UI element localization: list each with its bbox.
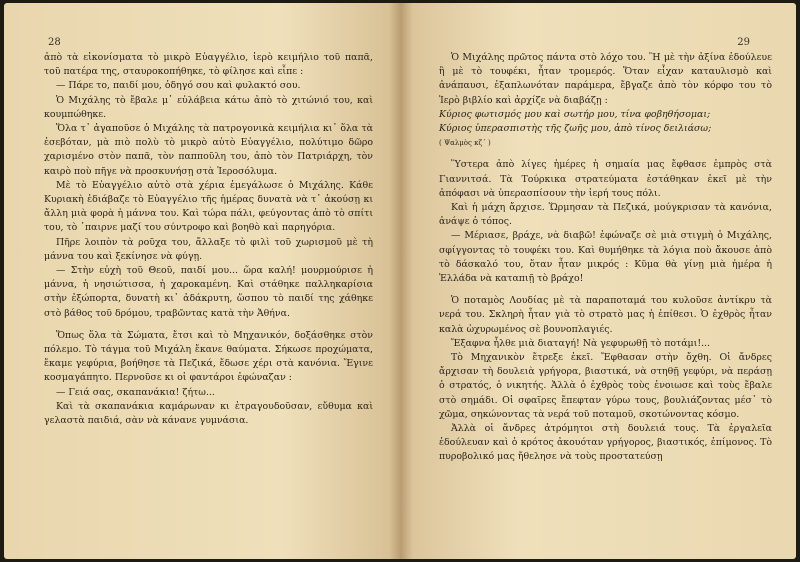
paragraph: Τὸ Μηχανικὸν ἔτρεξε ἐκεῖ. Ἔφθασαν στὴν ὄχθη. Οἱ ἄνδρες ἄρχισαν τὴ δουλειὰ γρήγορα, βιαστικά, νὰ στηθῇ γεφύρι, νὰ περάσῃ ὁ στρατός, ὁ νικητής. Ἀλλὰ ὁ ἐχθρὸς τοὺς ἐνοιωσε καὶ τοὺς ἔβαλε στὸ σημάδι. Οἱ σφαῖρες ἔπεφταν γύρω τους, βουλιάζοντας μέσ᾽ τὸ χῶμα, σηκώνοντας τὰ νερά τοῦ ποταμοῦ, σκοτώνοντας κόσμο. [439,352,772,420]
book-spread [4,3,796,559]
paragraph: — Πάρε το, παιδί μου, ὁδηγό σου καὶ φυλακτό σου. [56,80,301,92]
page-number: 29 [737,37,750,48]
paragraph: Ὅλα τ᾽ ἀγαποῦσε ὁ Μιχάλης τὰ πατρογονικὰ κειμήλια κι᾽ ὅλα τὰ ἐσεβόταν, μὰ πιὸ πολὺ τὸ μικρὸ αὐτὸ Εὐαγγέλιο, πολύτιμο δῶρο χαρισμένο στὸν παπᾶ, τὸν παπποῦλη του, ἀπὸ τὸν Πατριάρχη, τὸν καιρὸ ποὺ πῆγε νὰ προσκυνήσῃ στὰ Ἱεροσόλυμα. [44,123,373,177]
paragraph: Πῆρε λοιπὸν τὰ ροῦχα του, ἄλλαξε τὸ φιλὶ τοῦ χωρισμοῦ μὲ τὴ μάννα του καὶ ξεκίνησε νὰ φύγῃ. [44,236,373,262]
page-body [439,51,772,465]
paragraph: — Στὴν εὐχὴ τοῦ Θεοῦ, παιδί μου... ὥρα καλή! μουρμούρισε ἡ μάννα, ἡ νησιώτισσα, ἡ χαροκαμένη. Καὶ στάθηκε παλληκαρίσια στὴν ἐξώπορτα, δυνατὴ κι᾽ ἀδάκρυτη, ὥσπου τὸ παιδί της χάθηκε στὸ βάθος τοῦ δρόμου, τραβῶντας κατὰ τὴν Ἀθήνα. [44,265,373,319]
psalm-quote-line: Κύριος ὑπερασπιστὴς τῆς ζωῆς μου, ἀπὸ τίνος δειλιάσω; [439,123,712,135]
paragraph: Μὲ τὸ Εὐαγγέλιο αὐτὸ στὰ χέρια ἐμεγάλωσε ὁ Μιχάλης. Κάθε Κυριακὴ ἐδιάβαζε τὸ Εὐαγγέλιο τῆς ἡμέρας δυνατὰ νὰ τ᾽ ἀκούσῃ κι ἄλλη μιὰ φορὰ ἡ μάννα του. Καὶ τώρα πάλι, φεύγοντας ἀπὸ τὸ σπίτι του, τὸ ᾽παιρνε μαζί του σύντροφο καὶ βοηθὸ καὶ παρηγόρια. [44,179,373,234]
page-body [44,51,373,428]
paragraph: Ὁ Μιχάλης τὸ ἔβαλε μ᾽ εὐλάβεια κάτω ἀπὸ τὸ χιτώνιό του, καὶ κουμπώθηκε. [44,94,373,120]
page-number: 28 [48,37,61,48]
right-page [401,3,796,559]
paragraph: Καὶ τὰ σκαπανάκια καμάρωναν κι ἐτραγουδοῦσαν, εὔθυμα καὶ γελαστὰ παιδιά, σὰν νὰ κάνανε γυμνάσια. [44,400,373,427]
paragraph: ἀπὸ τὰ εἰκονίσματα τὸ μικρὸ Εὐαγγέλιο, ἱερὸ κειμήλιο τοῦ παπᾶ, τοῦ πατέρα της, σταυροκοπήθηκε, τὸ φίλησε καὶ εἶπε : [44,52,373,78]
psalm-reference: ( Ψαλμὸς κζ΄ ) [439,139,491,148]
paragraph: — Μέριασε, βράχε, νὰ διαβῶ! ἐφώναζε σὲ μιὰ στιγμὴ ὁ Μιχάλης, σφίγγοντας τὸ τουφέκι του. Καὶ θυμήθηκε τὰ λόγια ποὺ ἄκουσε ἀπὸ τὸ δάσκαλό του, ὅταν ἦταν μικρός : Κῦμα θὰ γίνῃ μιὰ ἡμέρα ἡ Ἑλλάδα νὰ καταπιῇ τὸ βράχο! [439,230,772,285]
paragraph: Ὁ ποταμὸς Λουδίας μὲ τὰ παραποταμά του κυλοῦσε ἀντίκρυ τὰ νερά του. Σκληρὴ ἦταν γιὰ τὸ στρατὸ μας ἡ ἐπίθεσι. Ὁ ἐχθρὸς ἦταν καλὰ ὠχυρωμένος σὲ βουνοπλαγιές. [439,295,772,335]
left-page [4,3,401,559]
paragraph: Ἀλλὰ οἱ ἄνδρες ἀτρόμητοι στὴ δουλειά τους. Τὰ ἐργαλεῖα ἐδούλευαν καὶ ὁ κρότος ἀκουόταν γρήγορος, βιαστικός, ἐπίμονος. Τὸ πυροβολικό μας ἤθελησε νὰ τοὺς προστατεύσῃ [439,423,772,463]
paragraph: Ὕστερα ἀπὸ λίγες ἡμέρες ἡ σημαία μας ἔφθασε ἐμπρὸς στὰ Γιαννιτσά. Τὰ Τούρκικα στρατεύματα ἐστάθηκαν ἐκεῖ μὲ τὴν ἀπόφασι νὰ ὑπερασπίσουν τὴν ἱερή τους πόλι. [439,159,772,199]
paragraph: Ὁ Μιχάλης πρῶτος πάντα στὸ λόχο του. Ἢ μὲ τὴν ἀξίνα ἐδούλευε ἢ μὲ τὸ τουφέκι, ἦταν τρομερός. Ὅταν εἶχαν καταυλισμὸ καὶ ἀνάπαυσι, ἐξαπλωνόταν παράμερα, ἔβγαζε ἀπὸ τὸν κόρφο του τὸ Ἱερὸ βιβλίο καὶ ἀρχίζε νὰ διαβάζῃ : [439,52,772,106]
paragraph: Ὅπως ὅλα τὰ Σώματα, ἔτσι καὶ τὸ Μηχανικόν, δοξάσθηκε στὸν πόλεμο. Τὸ τάγμα τοῦ Μιχάλη ἔκανε θαύματα. Σήκωσε προχώματα, ἔκαμε γεφύρια, βοήθησε τὰ Πεζικά, ἔδωσε χέρι στὰ κανόνια. Ἔγινε κοσμαγάπητο. Περνοῦσε κι οἱ φαντάροι ἐφώναζαν : [44,329,373,384]
paragraph: — Γειά σας, σκαπανάκια! ζήτω... [56,386,215,398]
paragraph: Ἔξαφνα ἦλθε μιὰ διαταγή! Νὰ γεφυρωθῇ τὸ ποτάμι!... [451,337,711,349]
psalm-quote-line: Κύριος φωτισμός μου καὶ σωτήρ μου, τίνα φοβηθήσομαι; [439,108,711,120]
paragraph: Καὶ ἡ μάχη ἄρχισε. Ὥρμησαν τὰ Πεζικά, μούγκρισαν τὰ κανόνια, ἀνάψε ὁ τόπος. [439,202,772,228]
